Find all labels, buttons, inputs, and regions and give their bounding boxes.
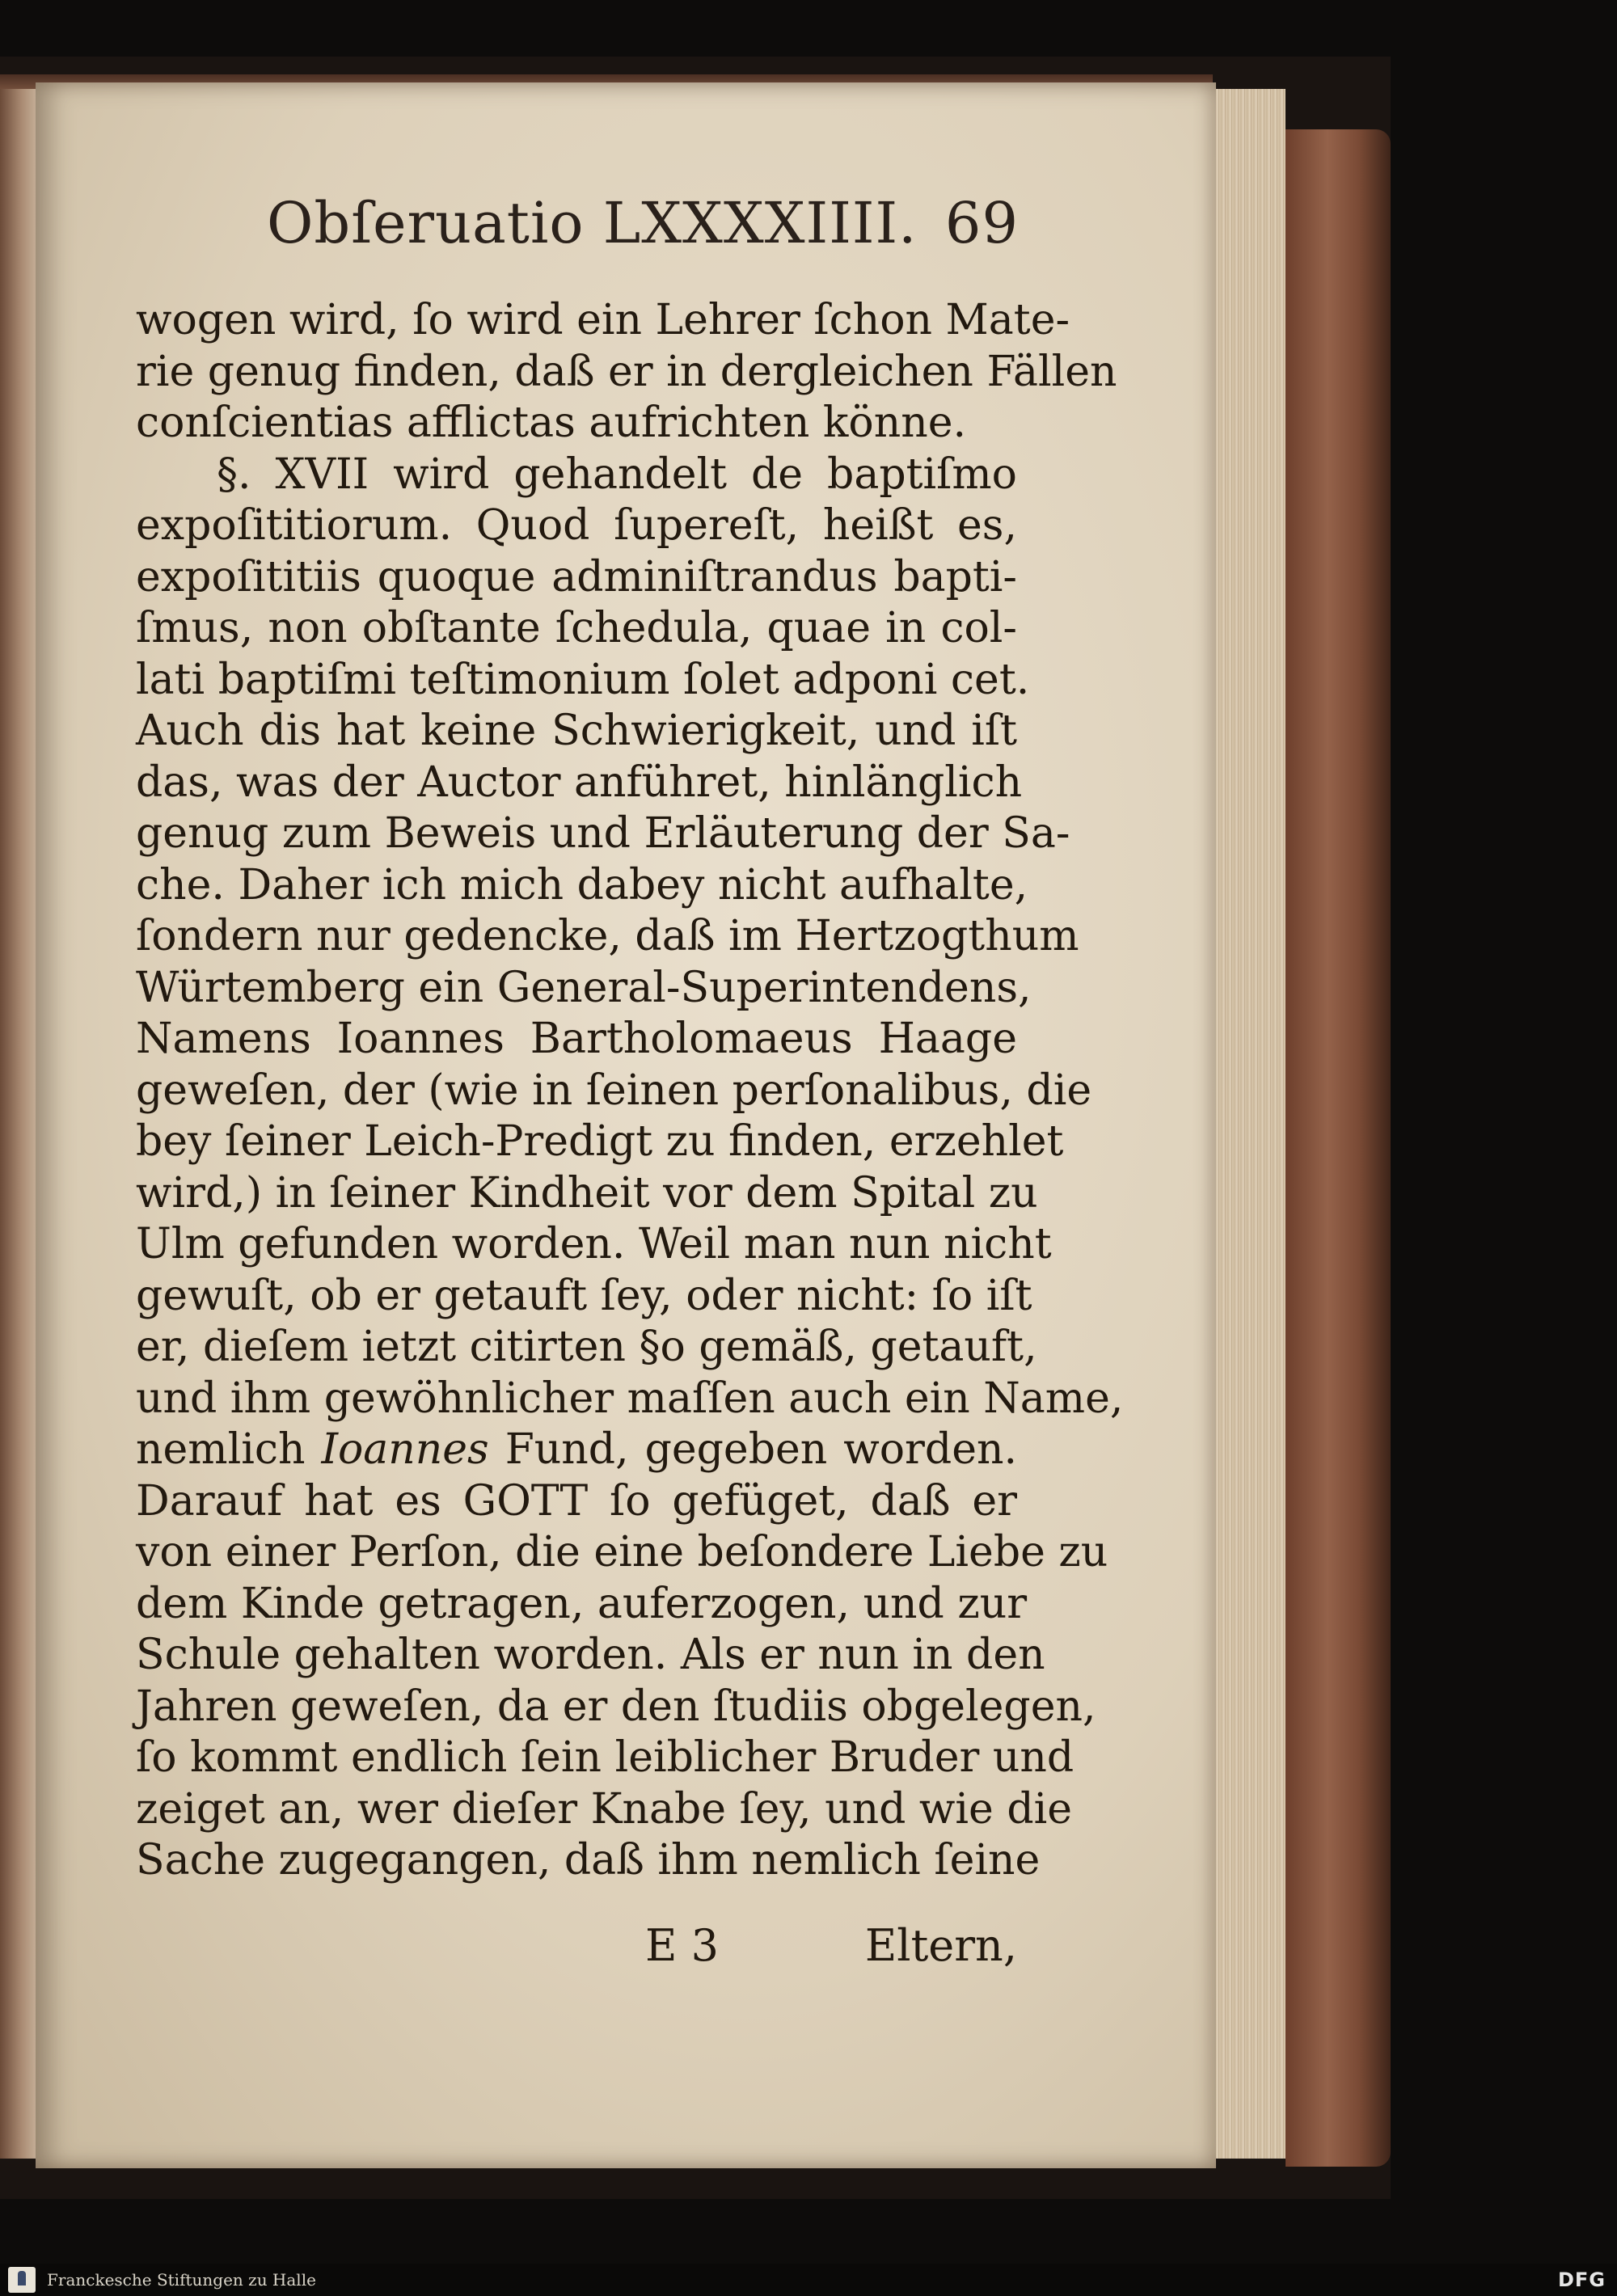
text-line: dem Kinde getragen, auferzogen, und zur <box>136 1579 1028 1628</box>
text-line: ſondern nur gedencke, daß im Hertzogthum <box>136 912 1079 960</box>
text-line: von einer Perſon, die eine beſondere Liebe zu <box>136 1528 1108 1576</box>
text-line: §. XVII wird gehandelt de baptiſmo <box>217 449 1017 499</box>
text-line: expoſititiis quoque adminiſtrandus bapti- <box>136 552 1017 601</box>
signature-mark: E 3 <box>645 1920 719 1971</box>
text-line: rie genug finden, daß er in dergleichen Fällen <box>136 347 1117 396</box>
text-line: expoſititiorum. Quod ſupereſt, heißt es, <box>136 501 1017 550</box>
text-line: das, was der Auctor anführet, hinlänglich <box>136 758 1023 807</box>
text-fragment: Fund, gegeben worden. <box>505 1425 1017 1474</box>
text-line: bey ſeiner Leich-Predigt zu finden, erzehlet <box>136 1117 1064 1166</box>
institution-logo-icon <box>8 2267 36 2293</box>
text-line: Würtemberg ein General-Superintendens, <box>136 963 1032 1012</box>
text-fragment: nemlich <box>136 1425 306 1474</box>
page-footer <box>136 1920 1017 1977</box>
text-line: Namens Ioannes Bartholomaeus Haage <box>136 1015 1017 1063</box>
text-line: Sache zugegangen, daß ihm nemlich ſeine <box>136 1836 1041 1884</box>
text-line: und ihm gewöhnlicher maſſen auch ein Name, <box>136 1374 1124 1423</box>
text-line: che. Daher ich mich dabey nicht aufhalte, <box>136 860 1028 910</box>
page-body-text <box>136 295 1124 1887</box>
text-line: er, dieſem ietzt citirten §o gemäß, getauft, <box>136 1323 1037 1371</box>
running-head: Obſeruatio LXXXXIIII. <box>267 190 918 256</box>
text-line: conſcientias afflictas aufrichten könne. <box>136 399 966 447</box>
dfg-badge: DFG <box>1557 2269 1606 2291</box>
catchword: Eltern, <box>864 1920 1017 1971</box>
text-line: gewuſt, ob er getauft ſey, oder nicht: ſo iſt <box>136 1271 1032 1320</box>
text-line: ſo kommt endlich ſein leiblicher Bruder und <box>136 1733 1074 1782</box>
text-line: genug zum Beweis und Erläuterung der Sa- <box>136 809 1070 858</box>
viewer-footer-bar <box>0 2264 1617 2296</box>
text-line: Schule gehalten worden. Als er nun in den <box>136 1631 1045 1679</box>
text-line: wird,) in ſeiner Kindheit vor dem Spital zu <box>136 1168 1038 1218</box>
text-line: Darauf hat es GOTT ſo gefüget, daß er <box>136 1476 1017 1526</box>
left-page-edge <box>0 89 39 2159</box>
institution-credit: Franckesche Stiftungen zu Halle <box>47 2270 316 2290</box>
italic-name: Ioannes <box>321 1425 489 1474</box>
text-line-mixed <box>136 1424 1017 1476</box>
text-line: wogen wird, ſo wird ein Lehrer ſchon Mate- <box>136 296 1070 344</box>
page-number: 69 <box>944 190 1019 256</box>
text-line: geweſen, der (wie in ſeinen perſonalibus, die <box>136 1066 1092 1115</box>
text-line: Jahren geweſen, da er den ſtudiis obgelegen, <box>136 1682 1096 1731</box>
text-line: zeiget an, wer dieſer Knabe ſey, und wie die <box>136 1784 1073 1834</box>
text-line: ſmus, non obſtante ſchedula, quae in col- <box>136 604 1017 652</box>
page-header <box>267 182 1019 271</box>
text-line: Ulm gefunden worden. Weil man nun nicht <box>136 1220 1052 1268</box>
text-line: Auch dis hat keine Schwierigkeit, und iſt <box>136 707 1017 755</box>
text-line: lati baptiſmi teſtimonium ſolet adponi cet. <box>136 655 1030 704</box>
book-back-cover <box>1286 129 1391 2167</box>
